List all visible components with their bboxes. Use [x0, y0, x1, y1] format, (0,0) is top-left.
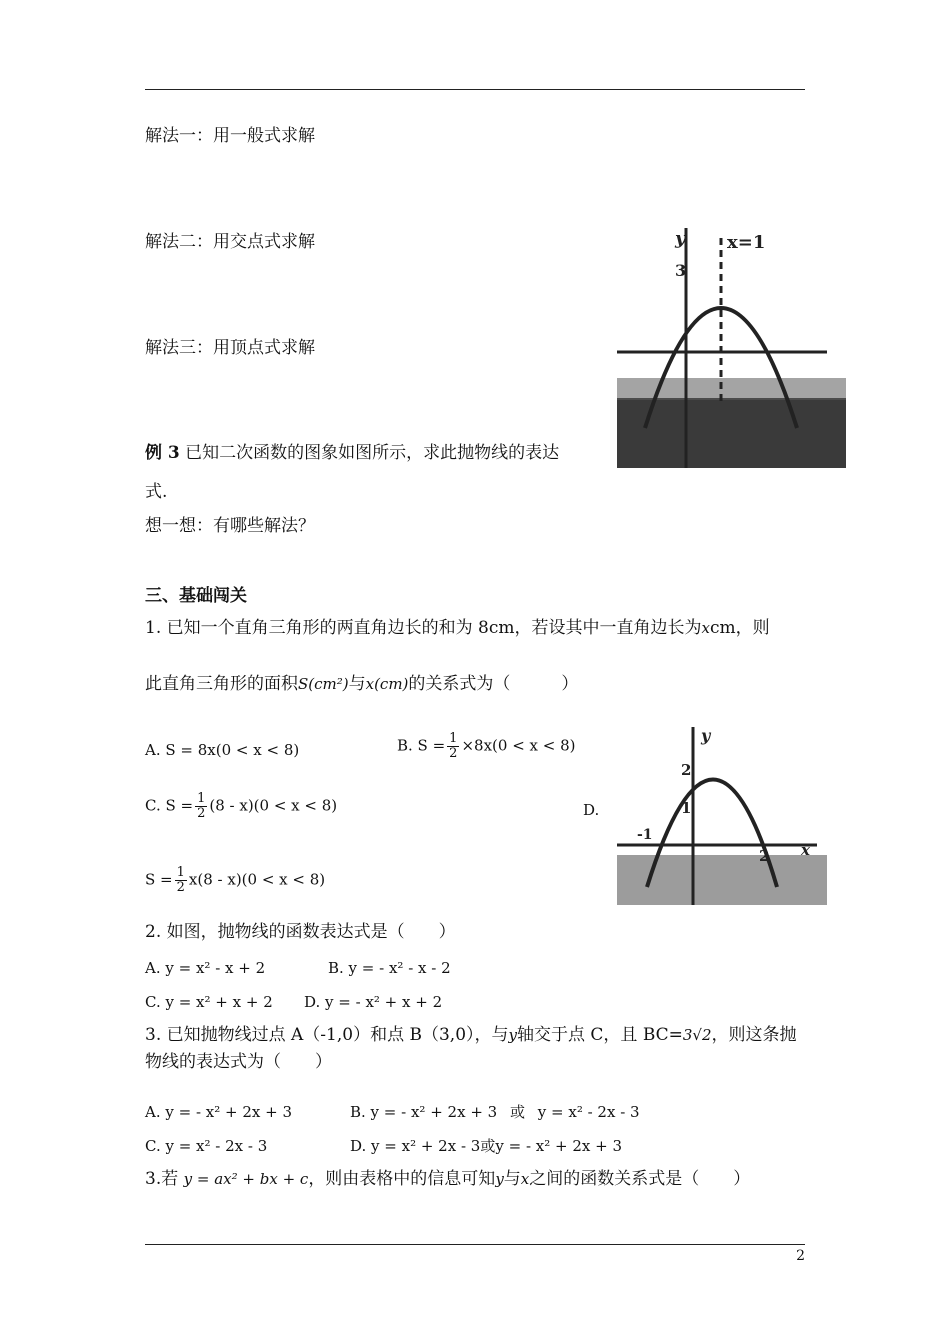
y-axis-label: y	[675, 228, 686, 249]
q1-d-suffix: x(8 - x)(0 < x < 8)	[188, 870, 326, 889]
q4-text-c: 与	[503, 1169, 521, 1189]
q3-b-eq2: y = x² - 2x - 3	[537, 1103, 640, 1121]
example-3-text: 已知二次函数的图象如图所示，求此抛物线的表达	[185, 443, 560, 463]
q1-text-a: 1. 已知一个直角三角形的两直角边长的和为 8cm，若设其中一直角边长为	[145, 618, 702, 638]
x-axis-label: x	[801, 841, 810, 859]
q4-text-b: ，则由表格中的信息可知	[308, 1169, 496, 1189]
q4-text-d: 之间的函数关系式是（ ）	[529, 1169, 751, 1189]
q3-option-d	[350, 1135, 622, 1157]
think-prompt: 想一想：有哪些解法？	[145, 516, 315, 536]
q1-c-fraction: $\frac{1}{2}$	[197, 791, 206, 821]
q1-option-d-label: D.	[583, 801, 600, 819]
q1-option-a: A. S = 8x(0 < x < 8)	[145, 741, 300, 759]
figure-parabola-1	[617, 228, 846, 468]
q4-text-a: 3.若	[145, 1169, 179, 1189]
q4-var-y: y	[495, 1170, 504, 1188]
q1-text-d: 的关系式为（ ）	[408, 674, 579, 694]
q1-b-suffix: ×8x(0 < x < 8)	[461, 736, 576, 755]
unit-y-label: 1	[681, 799, 692, 817]
solution-1: 解法一：用一般式求解	[145, 126, 315, 146]
q1-b-fraction: $\frac{1}{2}$	[449, 731, 458, 761]
q1-text-with: 与	[348, 674, 366, 694]
q3-var-y: y	[508, 1026, 517, 1044]
question-2: 2. 如图，抛物线的函数表达式是（ ）	[145, 922, 456, 942]
footer-rule	[145, 1244, 805, 1245]
q2-option-b: B. y = - x² - x - 2	[328, 959, 451, 977]
q3-text-a: 3. 已知抛物线过点 A（-1,0）和点 B（3,0），与	[145, 1025, 509, 1045]
q3-d-eq1: D. y = x² + 2x - 3	[350, 1137, 481, 1155]
symmetry-label: x=1	[727, 232, 766, 253]
question-3-line-2: 物线的表达式为（ ）	[145, 1052, 332, 1072]
q3-text-c: ，则这条抛	[711, 1025, 797, 1045]
q4-var-x: x	[520, 1170, 530, 1188]
q4-equation: y = ax² + bx + c	[183, 1170, 309, 1188]
solution-2: 解法二：用交点式求解	[145, 232, 315, 252]
question-4	[145, 1167, 750, 1191]
q1-d-fraction: $\frac{1}{2}$	[176, 865, 185, 895]
q3-d-or: 或	[480, 1137, 496, 1155]
q1-option-d	[145, 866, 325, 895]
q3-d-eq2: y = - x² + 2x + 3	[495, 1137, 623, 1155]
question-1-line-1	[145, 616, 770, 640]
q1-d-prefix: S =	[145, 870, 173, 889]
example-3-label: 例 3	[145, 443, 180, 463]
question-1-line-2	[145, 672, 578, 696]
q3-option-c: C. y = x² - 2x - 3	[145, 1137, 268, 1155]
scan-noise-band	[617, 378, 846, 400]
q1-length-symbol: x(cm)	[365, 675, 409, 693]
root-right-label: 2	[759, 847, 770, 865]
q1-text-c: 此直角三角形的面积	[145, 674, 298, 694]
q3-b-eq1: B. y = - x² + 2x + 3	[350, 1103, 498, 1121]
example-3-continued: 式.	[145, 482, 168, 502]
q3-option-a: A. y = - x² + 2x + 3	[145, 1103, 293, 1121]
figure-parabola-2	[617, 727, 827, 905]
root-left-label: -1	[637, 827, 653, 843]
header-rule	[145, 89, 805, 90]
section-3-heading: 三、基础闯关	[145, 586, 247, 606]
q1-area-symbol: S(cm²)	[298, 675, 349, 693]
q1-option-b	[397, 732, 575, 761]
q3-bc-value: 3√2	[682, 1026, 712, 1044]
q1-option-c	[145, 792, 337, 821]
q2-option-d: D. y = - x² + x + 2	[304, 993, 443, 1011]
q1-c-suffix: (8 - x)(0 < x < 8)	[209, 796, 338, 815]
question-3-line-1	[145, 1023, 797, 1047]
q2-option-c: C. y = x² + x + 2	[145, 993, 273, 1011]
example-3	[145, 441, 559, 465]
q3-b-or: 或	[509, 1103, 525, 1121]
q1-var-x: x	[701, 619, 710, 637]
parabola-2-graphic	[617, 727, 827, 905]
y-axis-label: y	[701, 727, 711, 745]
q1-c-prefix: C. S =	[145, 796, 194, 815]
q1-b-prefix: B. S =	[397, 736, 446, 755]
vertex-y-label: 2	[681, 761, 692, 779]
q3-option-b	[350, 1101, 640, 1123]
q2-option-a: A. y = x² - x + 2	[145, 959, 266, 977]
parabola-1-graphic	[617, 228, 846, 468]
solution-3: 解法三：用顶点式求解	[145, 338, 315, 358]
page-number: 2	[796, 1248, 805, 1264]
q1-text-b: cm，则	[709, 618, 770, 638]
q3-text-b: 轴交于点 C，且 BC=	[517, 1025, 683, 1045]
intercept-label: 3	[675, 261, 687, 280]
